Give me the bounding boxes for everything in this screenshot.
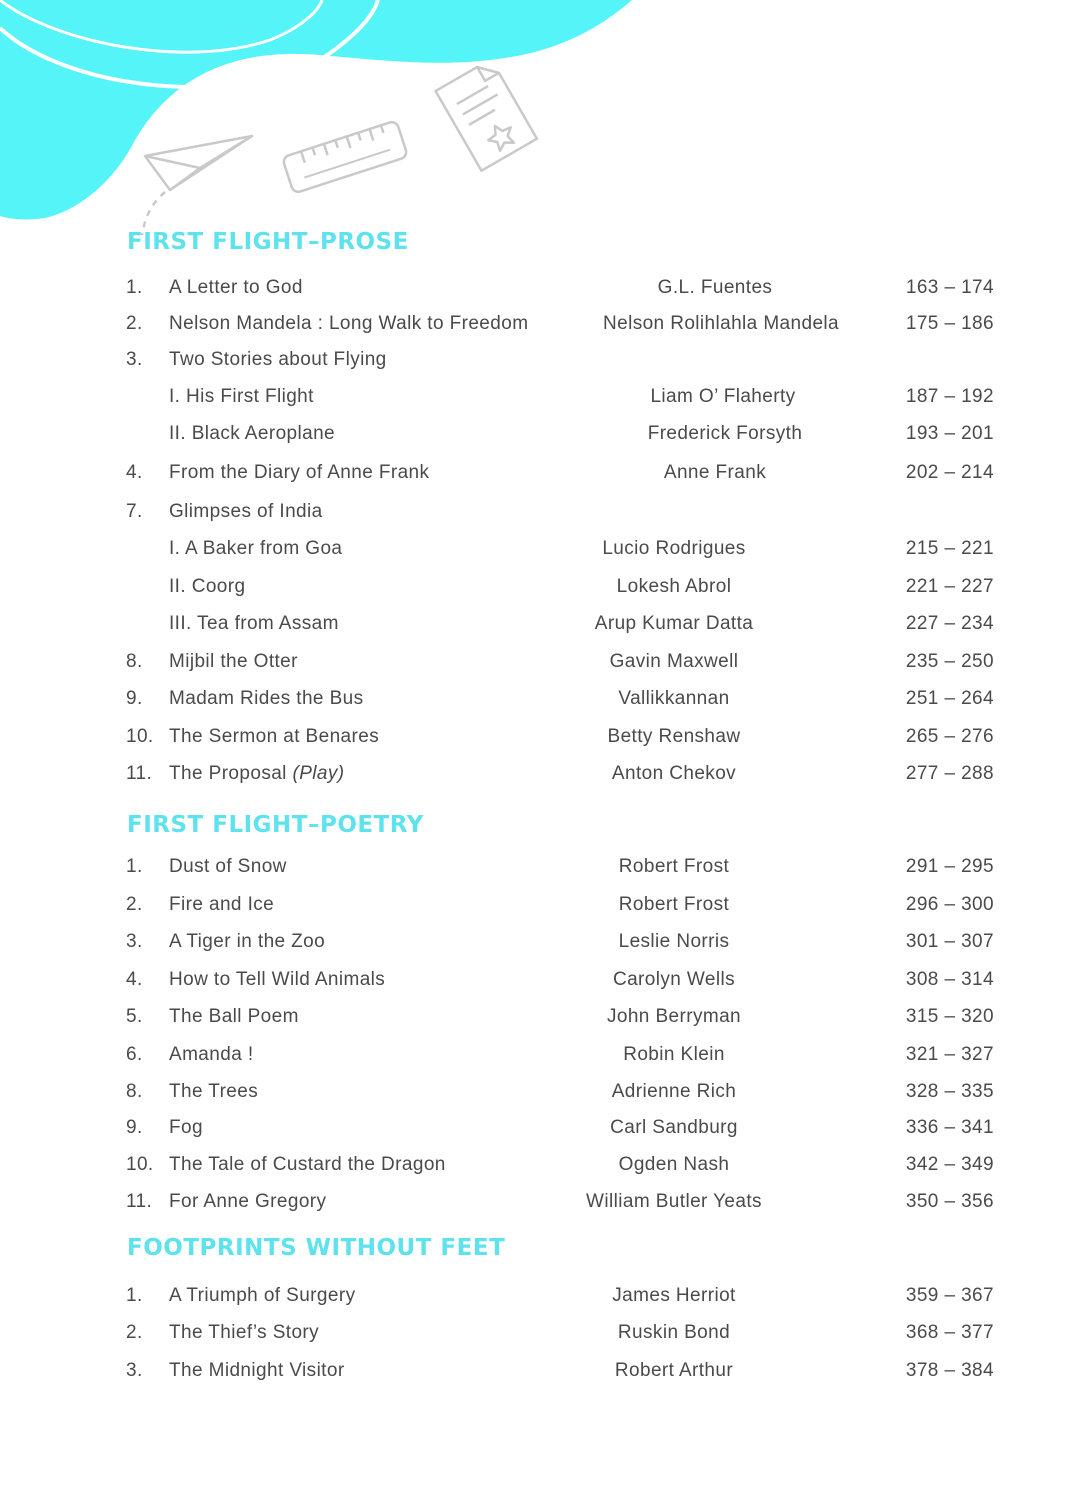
list-item bbox=[0, 927, 1076, 957]
item-pages: 291 – 295 bbox=[905, 856, 994, 877]
item-title: Glimpses of India bbox=[169, 501, 323, 522]
item-title: A Triumph of Surgery bbox=[169, 1285, 356, 1306]
title-genre: (Play) bbox=[292, 763, 345, 784]
item-number: 8. bbox=[126, 1081, 143, 1102]
item-title: From the Diary of Anne Frank bbox=[169, 462, 430, 483]
list-item bbox=[0, 647, 1076, 677]
item-author: Robin Klein bbox=[623, 1044, 725, 1065]
list-item bbox=[0, 722, 1076, 752]
item-pages: 359 – 367 bbox=[905, 1285, 994, 1306]
list-item bbox=[0, 852, 1076, 882]
item-number: 2. bbox=[126, 894, 143, 915]
list-item bbox=[0, 273, 1076, 303]
item-title: A Tiger in the Zoo bbox=[169, 931, 326, 952]
item-title: For Anne Gregory bbox=[169, 1191, 327, 1212]
item-author: Lucio Rodrigues bbox=[602, 538, 746, 559]
item-pages: 342 – 349 bbox=[905, 1154, 994, 1175]
item-title: Nelson Mandela : Long Walk to Freedom bbox=[169, 313, 529, 334]
list-item bbox=[0, 609, 1076, 639]
list-item bbox=[0, 382, 1076, 412]
item-author: G.L. Fuentes bbox=[657, 277, 773, 298]
item-pages: 296 – 300 bbox=[905, 894, 994, 915]
item-author: Vallikkannan bbox=[618, 688, 730, 709]
item-author: Robert Frost bbox=[618, 894, 730, 915]
item-title: Amanda ! bbox=[169, 1044, 254, 1065]
item-number: 4. bbox=[126, 462, 143, 483]
item-number: 1. bbox=[126, 856, 143, 877]
item-pages: 350 – 356 bbox=[905, 1191, 994, 1212]
list-item bbox=[0, 458, 1076, 488]
list-item bbox=[0, 890, 1076, 920]
list-item bbox=[0, 965, 1076, 995]
item-title: Madam Rides the Bus bbox=[169, 688, 364, 709]
item-author: Ogden Nash bbox=[618, 1154, 730, 1175]
section-heading-footprints bbox=[127, 1235, 505, 1261]
item-pages: 308 – 314 bbox=[905, 969, 994, 990]
item-title: I. A Baker from Goa bbox=[169, 538, 343, 559]
heading-text: FOOTPRINTS WITHOUT FEET bbox=[127, 1235, 506, 1261]
item-author: Robert Arthur bbox=[614, 1360, 734, 1381]
list-item bbox=[0, 1318, 1076, 1348]
list-item bbox=[0, 1077, 1076, 1107]
item-pages: 163 – 174 bbox=[905, 277, 994, 298]
item-author: Frederick Forsyth bbox=[647, 423, 803, 444]
item-pages: 336 – 341 bbox=[905, 1117, 994, 1138]
item-author: Anton Chekov bbox=[611, 763, 737, 784]
title-main: The Proposal bbox=[169, 763, 293, 784]
item-number: 8. bbox=[126, 651, 143, 672]
item-pages: 221 – 227 bbox=[905, 576, 994, 597]
item-number: 5. bbox=[126, 1006, 143, 1027]
item-title: Mijbil the Otter bbox=[169, 651, 298, 672]
item-author: Adrienne Rich bbox=[611, 1081, 737, 1102]
item-author: William Butler Yeats bbox=[586, 1191, 762, 1212]
list-item bbox=[0, 1281, 1076, 1311]
section-heading-prose bbox=[127, 229, 409, 255]
paper-plane-icon bbox=[142, 136, 252, 235]
item-pages: 202 – 214 bbox=[905, 462, 994, 483]
item-title: I. His First Flight bbox=[169, 386, 314, 407]
item-title: II. Black Aeroplane bbox=[169, 423, 336, 444]
list-item bbox=[0, 419, 1076, 449]
item-title: The Midnight Visitor bbox=[169, 1360, 345, 1381]
item-author: Liam O’ Flaherty bbox=[650, 386, 796, 407]
item-title: Dust of Snow bbox=[169, 856, 287, 877]
item-pages: 265 – 276 bbox=[905, 726, 994, 747]
item-author: Carolyn Wells bbox=[612, 969, 736, 990]
list-item bbox=[0, 1002, 1076, 1032]
ruler-icon bbox=[282, 120, 408, 193]
item-number: 3. bbox=[126, 931, 143, 952]
item-title: The Trees bbox=[169, 1081, 259, 1102]
item-author: Arup Kumar Datta bbox=[594, 613, 754, 634]
item-title: The Ball Poem bbox=[169, 1006, 299, 1027]
item-number: 10. bbox=[126, 726, 154, 747]
list-item bbox=[0, 534, 1076, 564]
item-author: Lokesh Abrol bbox=[616, 576, 732, 597]
item-number: 4. bbox=[126, 969, 143, 990]
list-item bbox=[0, 572, 1076, 602]
item-title: Fire and Ice bbox=[169, 894, 275, 915]
item-number: 2. bbox=[126, 1322, 143, 1343]
list-item bbox=[0, 497, 1076, 527]
item-author: Anne Frank bbox=[663, 462, 767, 483]
list-item bbox=[0, 1356, 1076, 1386]
item-number: 6. bbox=[126, 1044, 143, 1065]
item-title: The Sermon at Benares bbox=[169, 726, 380, 747]
list-item bbox=[0, 1150, 1076, 1180]
item-number: 11. bbox=[126, 1191, 153, 1212]
document-star-icon bbox=[436, 59, 537, 171]
heading-text: FIRST FLIGHT–POETRY bbox=[127, 812, 424, 838]
item-pages: 321 – 327 bbox=[905, 1044, 994, 1065]
item-title: A Letter to God bbox=[169, 277, 303, 298]
item-number: 9. bbox=[126, 688, 143, 709]
item-number: 7. bbox=[126, 501, 143, 522]
item-pages: 378 – 384 bbox=[905, 1360, 994, 1381]
item-pages: 215 – 221 bbox=[905, 538, 994, 559]
item-number: 1. bbox=[126, 277, 143, 298]
item-pages: 277 – 288 bbox=[905, 763, 994, 784]
item-pages: 187 – 192 bbox=[905, 386, 994, 407]
item-pages: 193 – 201 bbox=[905, 423, 994, 444]
item-author: Carl Sandburg bbox=[610, 1117, 738, 1138]
heading-text: FIRST FLIGHT–PROSE bbox=[127, 229, 409, 255]
item-title: III. Tea from Assam bbox=[169, 613, 339, 634]
item-number: 3. bbox=[126, 1360, 143, 1381]
item-title: How to Tell Wild Animals bbox=[169, 969, 386, 990]
item-title bbox=[169, 759, 345, 789]
item-author: Betty Renshaw bbox=[607, 726, 741, 747]
item-pages: 315 – 320 bbox=[905, 1006, 994, 1027]
item-number: 10. bbox=[126, 1154, 154, 1175]
item-pages: 301 – 307 bbox=[905, 931, 994, 952]
item-title: The Thief’s Story bbox=[169, 1322, 320, 1343]
item-author: Gavin Maxwell bbox=[609, 651, 739, 672]
item-author: James Herriot bbox=[612, 1285, 736, 1306]
list-item bbox=[0, 1113, 1076, 1143]
item-author: Leslie Norris bbox=[618, 931, 730, 952]
item-pages: 227 – 234 bbox=[905, 613, 994, 634]
item-title: Fog bbox=[169, 1117, 203, 1138]
item-author: Ruskin Bond bbox=[617, 1322, 731, 1343]
item-number: 11. bbox=[126, 763, 153, 784]
item-title: Two Stories about Flying bbox=[169, 349, 387, 370]
item-number: 2. bbox=[126, 313, 143, 334]
item-pages: 235 – 250 bbox=[905, 651, 994, 672]
item-author: John Berryman bbox=[606, 1006, 742, 1027]
item-pages: 368 – 377 bbox=[905, 1322, 994, 1343]
item-author: Nelson Rolihlahla Mandela bbox=[602, 313, 840, 334]
item-pages: 328 – 335 bbox=[905, 1081, 994, 1102]
list-item bbox=[0, 759, 1076, 789]
list-item bbox=[0, 1187, 1076, 1217]
item-number: 3. bbox=[126, 349, 143, 370]
item-pages: 251 – 264 bbox=[905, 688, 994, 709]
list-item bbox=[0, 1040, 1076, 1070]
list-item bbox=[0, 684, 1076, 714]
item-author: Robert Frost bbox=[618, 856, 730, 877]
section-heading-poetry bbox=[127, 812, 424, 838]
list-item bbox=[0, 345, 1076, 375]
item-title: II. Coorg bbox=[169, 576, 246, 597]
list-item bbox=[0, 309, 1076, 339]
item-number: 1. bbox=[126, 1285, 143, 1306]
item-number: 9. bbox=[126, 1117, 143, 1138]
item-pages: 175 – 186 bbox=[905, 313, 994, 334]
item-title: The Tale of Custard the Dragon bbox=[169, 1154, 446, 1175]
